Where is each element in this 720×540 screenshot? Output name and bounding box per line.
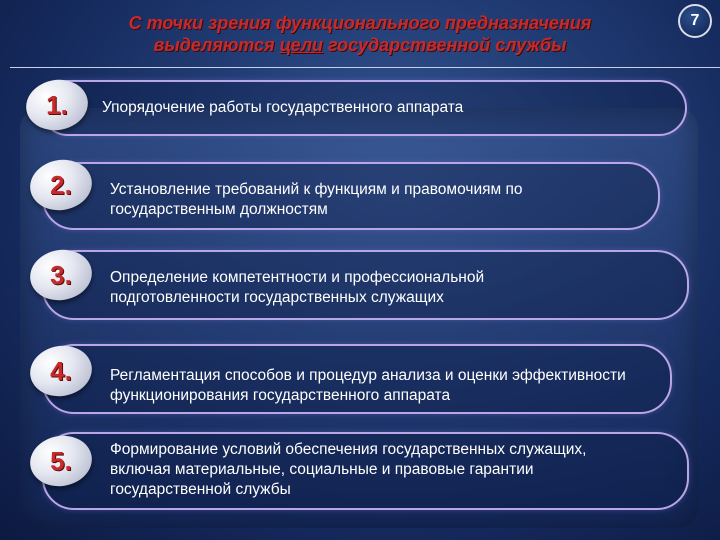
title-line-1: С точки зрения функционального предназначения	[128, 13, 592, 33]
number-badge-2	[26, 155, 96, 215]
number-badge-5	[26, 431, 96, 491]
slide-title	[60, 12, 660, 56]
list-item-4	[42, 344, 672, 414]
list-item-3-text: Определение компетентности и профессиональной подготовленности государственных служащих	[110, 269, 485, 306]
number-badge-4	[26, 341, 96, 401]
list-item-3	[42, 250, 689, 320]
title-line-2-start: выделяются	[153, 35, 280, 55]
list-item-5	[42, 432, 689, 510]
list-item-1-text: Упорядочение работы государственного аппарата	[102, 99, 464, 116]
page-number-badge: 7	[678, 4, 712, 38]
title-divider	[10, 67, 720, 68]
number-badge-3	[26, 245, 96, 305]
list-item-4-text: Регламентация способов и процедур анализа и оценки эффективности функционирования государственного аппарата	[110, 367, 626, 404]
number-badge-3-label: 3.	[50, 260, 72, 290]
title-line-2-end: государственной службы	[323, 35, 567, 55]
list-item-1	[40, 80, 687, 136]
number-badge-4-label: 4.	[50, 356, 72, 386]
title-underlined-word: цели	[279, 35, 324, 55]
number-badge-1-label: 1.	[46, 90, 68, 120]
list-item-2	[42, 162, 660, 230]
number-badge-2-label: 2.	[50, 170, 72, 200]
list-item-5-text: Формирование условий обеспечения государственных служащих, включая материальные, социальные и правовые гарантии государственной службы	[110, 441, 587, 498]
number-badge-5-label: 5.	[50, 446, 72, 476]
title-line-2	[60, 34, 660, 56]
list-item-2-text: Установление требований к функциям и правомочиям по государственным должностям	[110, 181, 523, 218]
number-badge-1	[22, 75, 92, 135]
